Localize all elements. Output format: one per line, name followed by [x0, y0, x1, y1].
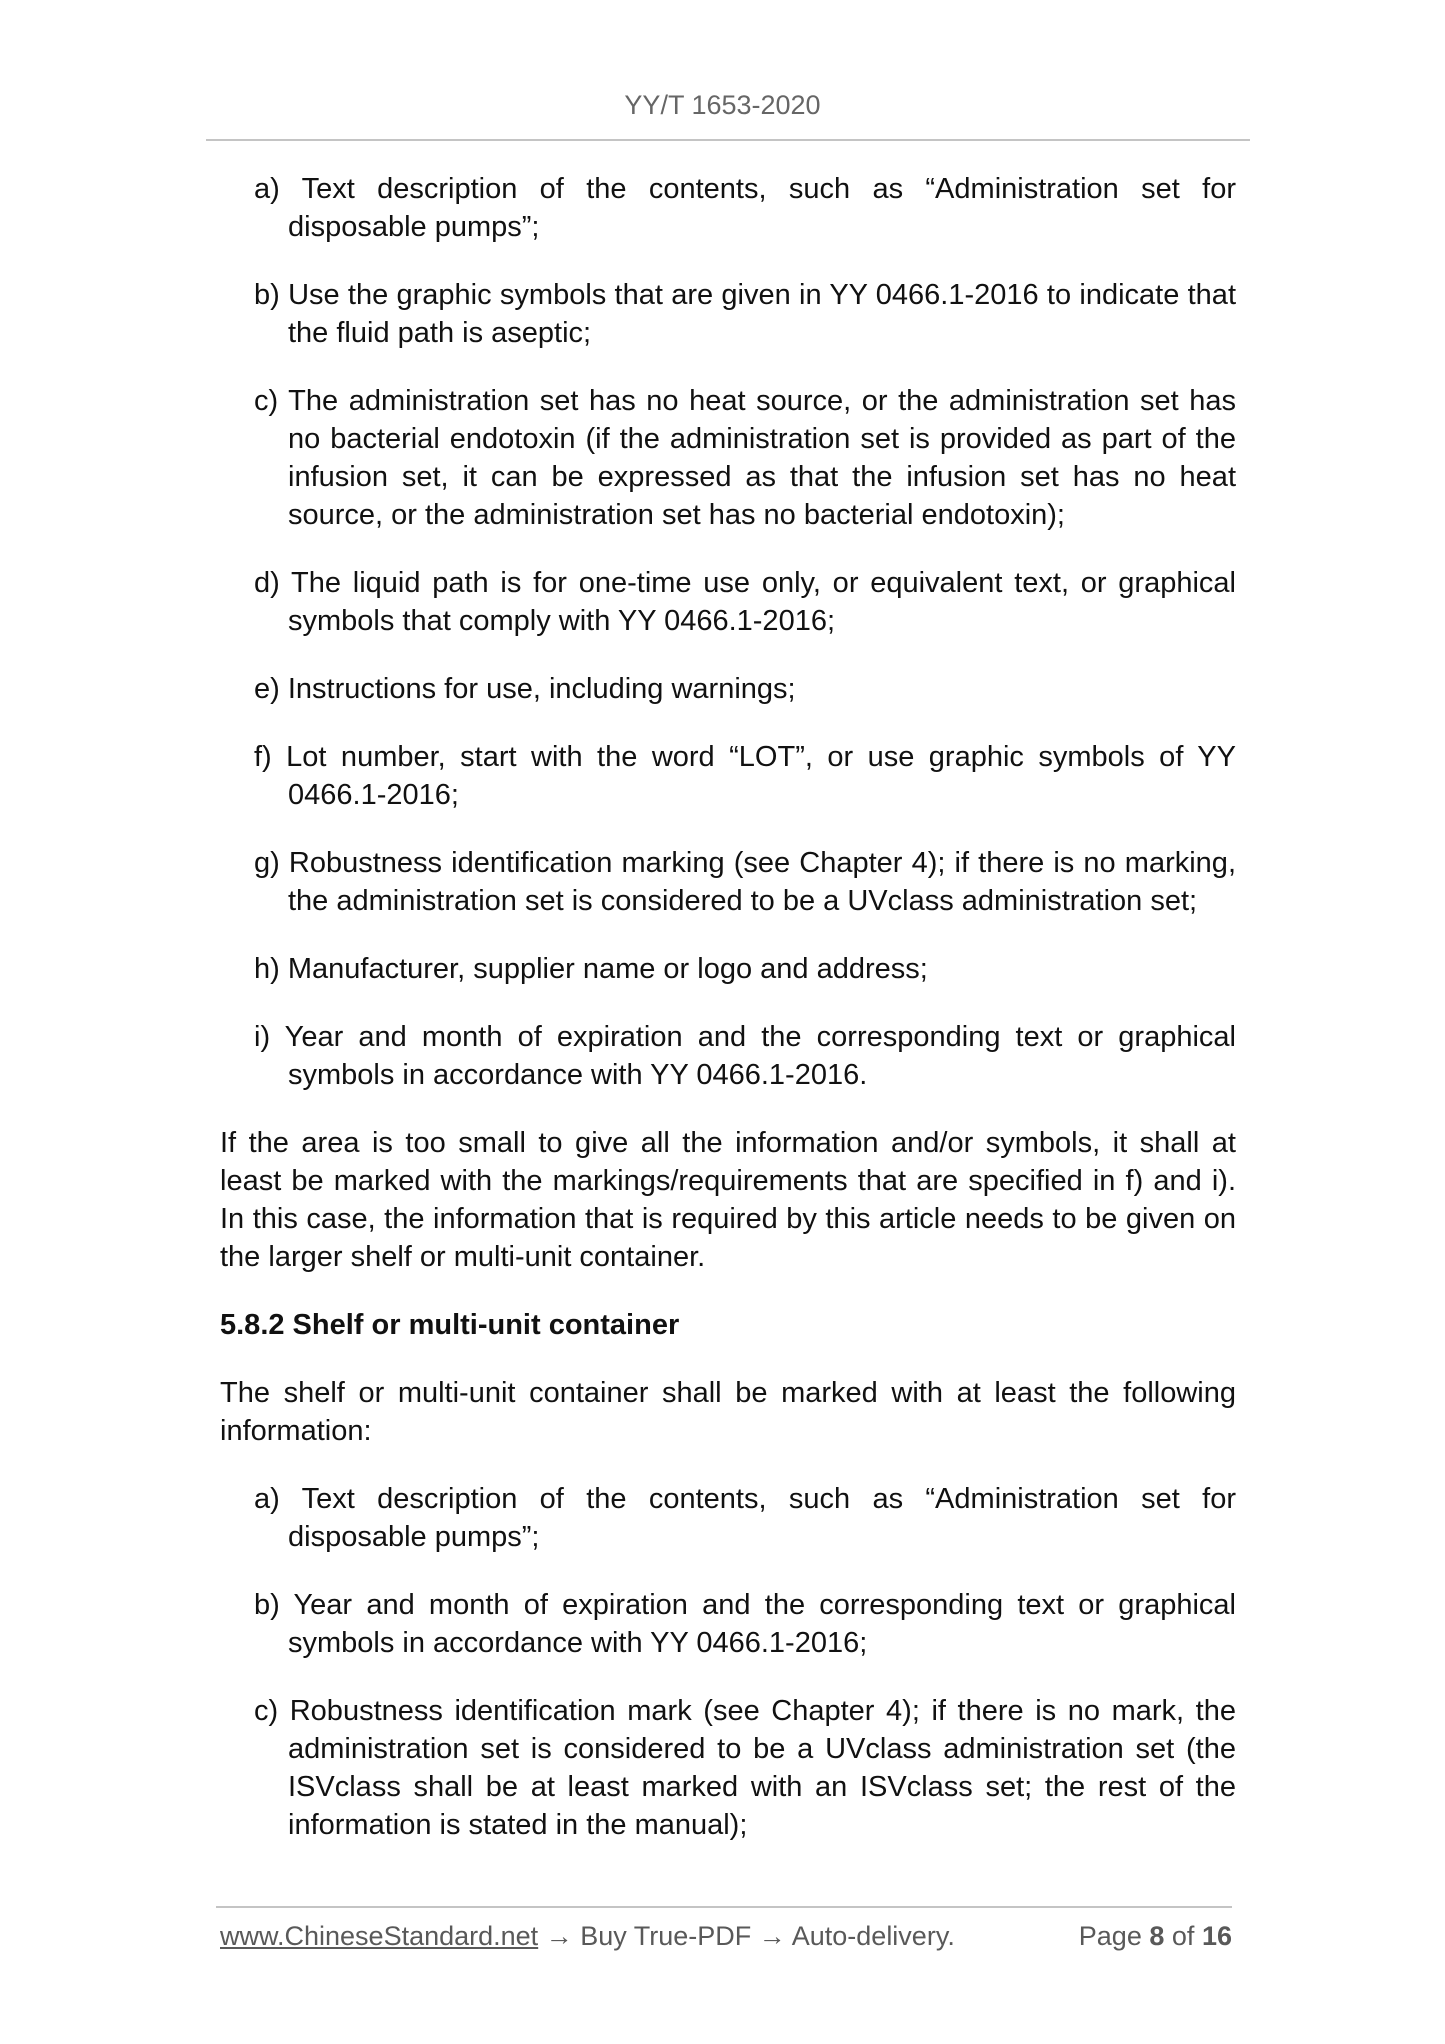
- list-item: a) Text description of the contents, such as “Administration set for disposable pumps”;: [254, 173, 1236, 243]
- list-item: h) Manufacturer, supplier name or logo and address;: [254, 953, 928, 985]
- header-divider: [206, 139, 1250, 141]
- list-item: e) Instructions for use, including warnings;: [254, 673, 796, 705]
- document-code-header: YY/T 1653-2020: [624, 90, 821, 120]
- section-heading: 5.8.2 Shelf or multi-unit container: [220, 1309, 680, 1341]
- footer-promo-text: → Buy True-PDF → Auto-delivery.: [538, 1921, 955, 1951]
- list-item: f) Lot number, start with the word “LOT”, or use graphic symbols of YY 0466.1-2016;: [254, 741, 1236, 811]
- page-total: 16: [1201, 1921, 1232, 1951]
- list-item: b) Use the graphic symbols that are given in YY 0466.1-2016 to indicate that the fluid path is aseptic;: [254, 279, 1236, 349]
- list-item: g) Robustness identification marking (see Chapter 4); if there is no marking, the administration set is considered to be a UVclass administration set;: [254, 847, 1236, 917]
- website-link[interactable]: www.ChineseStandard.net: [220, 1921, 539, 1951]
- list-item: c) The administration set has no heat source, or the administration set has no bacterial endotoxin (if the administration set is provided as part of the infusion set, it can be expressed as that the infusion set has no heat source, or the administration set has no bacterial endotoxin);: [254, 385, 1236, 531]
- page-content: [220, 170, 1236, 1874]
- page-label: Page: [1078, 1921, 1142, 1951]
- list-item: c) Robustness identification mark (see Chapter 4); if there is no mark, the administration set is considered to be a UVclass administration set (the ISVclass shall be at least marked with an ISVclass set; the rest of the information is stated in the manual);: [254, 1695, 1236, 1841]
- footer-divider: [216, 1906, 1232, 1908]
- footer-promo: [220, 1921, 955, 1952]
- page-number: [1079, 1921, 1232, 1952]
- list-item: b) Year and month of expiration and the corresponding text or graphical symbols in accordance with YY 0466.1-2016;: [254, 1589, 1236, 1659]
- body-paragraph: If the area is too small to give all the information and/or symbols, it shall at least be marked with the markings/requirements that are specified in f) and i). In this case, the information that is required by this article needs to be given on the larger shelf or multi-unit container.: [220, 1127, 1236, 1273]
- list-item: a) Text description of the contents, such as “Administration set for disposable pumps”;: [254, 1483, 1236, 1553]
- list-item: i) Year and month of expiration and the corresponding text or graphical symbols in accordance with YY 0466.1-2016.: [254, 1021, 1236, 1091]
- list-item: d) The liquid path is for one-time use only, or equivalent text, or graphical symbols that comply with YY 0466.1-2016;: [254, 567, 1236, 637]
- page-of: of: [1171, 1921, 1195, 1951]
- marking-list-shelf: [220, 1480, 1236, 1844]
- marking-list-unit: [220, 170, 1236, 1094]
- page-current: 8: [1149, 1921, 1165, 1951]
- section-intro: The shelf or multi-unit container shall be marked with at least the following information:: [220, 1377, 1236, 1447]
